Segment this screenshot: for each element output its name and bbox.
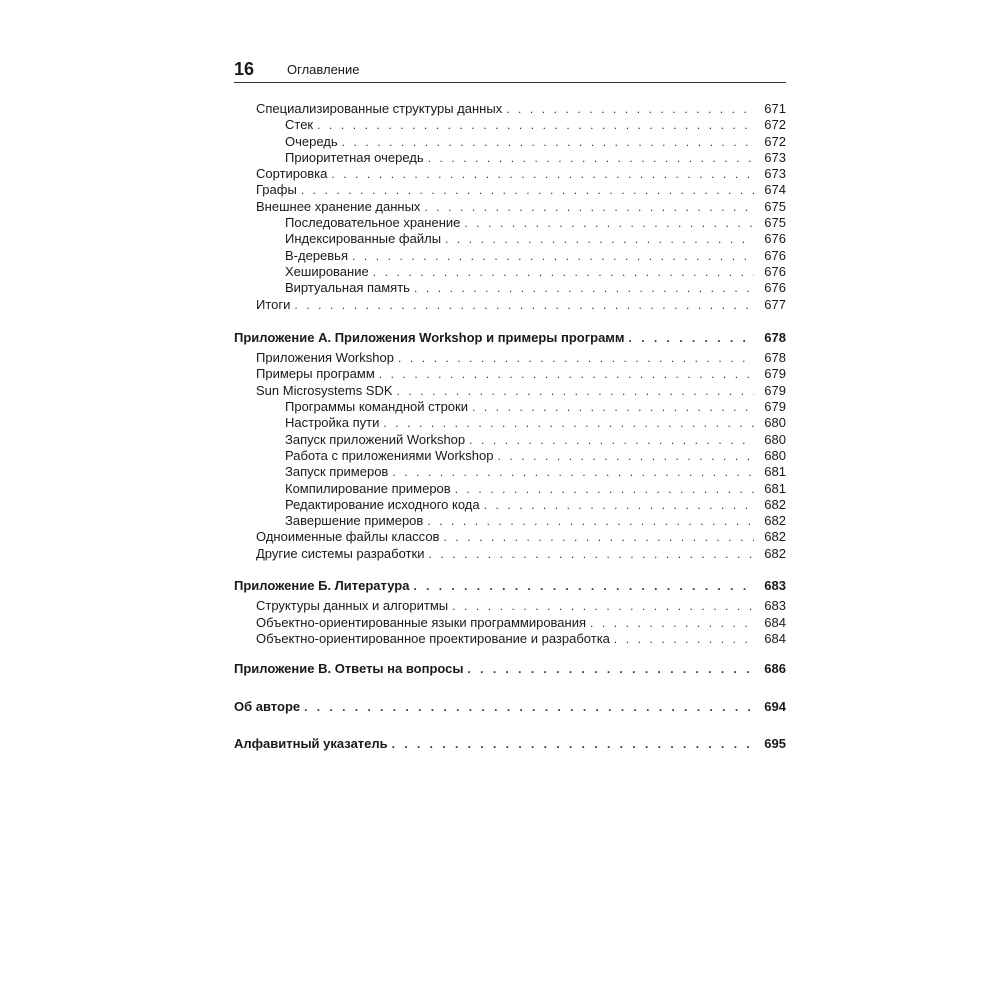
table-of-contents xyxy=(234,101,786,752)
toc-entry-label: Примеры программ xyxy=(256,366,375,382)
dot-leader xyxy=(379,366,754,382)
toc-entry[interactable] xyxy=(234,101,786,117)
toc-entry[interactable] xyxy=(234,399,786,415)
dot-leader xyxy=(452,598,754,614)
toc-chapter-entry[interactable] xyxy=(234,330,786,346)
toc-entry[interactable] xyxy=(234,598,786,614)
dot-leader xyxy=(428,546,754,562)
dot-leader xyxy=(484,497,754,513)
toc-entry-page: 680 xyxy=(764,447,786,463)
dot-leader xyxy=(331,166,754,182)
dot-leader xyxy=(397,383,754,399)
toc-entry[interactable] xyxy=(234,117,786,133)
dot-leader xyxy=(472,399,754,415)
running-head-title: Оглавление xyxy=(287,62,360,77)
toc-chapter-page: 694 xyxy=(764,698,786,714)
toc-entry[interactable] xyxy=(234,383,786,399)
toc-chapter-page: 695 xyxy=(764,735,786,751)
toc-entry-label: Графы xyxy=(256,182,297,198)
toc-entry-page: 679 xyxy=(764,366,786,382)
dot-leader xyxy=(506,101,754,117)
toc-entry-label: B-деревья xyxy=(285,247,348,263)
toc-entry[interactable] xyxy=(234,297,786,313)
toc-chapter-label: Приложение В. Ответы на вопросы xyxy=(234,661,464,677)
toc-entry[interactable] xyxy=(234,615,786,631)
dot-leader xyxy=(304,699,754,715)
dot-leader xyxy=(445,231,754,247)
toc-entry-page: 676 xyxy=(764,280,786,296)
toc-entry-page: 677 xyxy=(764,296,786,312)
toc-chapter-entry[interactable] xyxy=(234,578,786,594)
toc-entry-label: Компилирование примеров xyxy=(285,480,451,496)
toc-entry[interactable] xyxy=(234,631,786,647)
toc-entry-page: 680 xyxy=(764,415,786,431)
toc-entry-label: Приоритетная очередь xyxy=(285,149,424,165)
toc-entry[interactable] xyxy=(234,134,786,150)
toc-entry[interactable] xyxy=(234,464,786,480)
toc-entry-label: Приложения Workshop xyxy=(256,350,394,366)
toc-entry[interactable] xyxy=(234,264,786,280)
toc-entry-page: 671 xyxy=(764,101,786,116)
toc-entry-page: 675 xyxy=(764,215,786,231)
running-head xyxy=(234,58,786,83)
toc-entry-page: 675 xyxy=(764,198,786,214)
toc-entry-label: Очередь xyxy=(285,133,338,149)
toc-entry-page: 674 xyxy=(764,182,786,198)
toc-entry-page: 683 xyxy=(764,598,786,614)
toc-entry-label: Последовательное хранение xyxy=(285,215,461,231)
toc-chapter-entry[interactable] xyxy=(234,736,786,752)
toc-chapter-entry[interactable] xyxy=(234,699,786,715)
toc-entry-label: Запуск примеров xyxy=(285,464,389,480)
toc-entry-label: Редактирование исходного кода xyxy=(285,496,480,512)
dot-leader xyxy=(424,199,754,215)
toc-chapter-label: Об авторе xyxy=(234,698,301,714)
toc-entry[interactable] xyxy=(234,432,786,448)
toc-entry-label: Виртуальная память xyxy=(285,280,410,296)
toc-entry-page: 678 xyxy=(764,350,786,366)
dot-leader xyxy=(629,330,754,346)
dot-leader xyxy=(342,134,754,150)
toc-entry-page: 684 xyxy=(764,630,786,646)
toc-entry[interactable] xyxy=(234,150,786,166)
toc-entry-page: 676 xyxy=(764,247,786,263)
toc-entry-page: 679 xyxy=(764,399,786,415)
toc-entry-page: 682 xyxy=(764,513,786,529)
toc-entry[interactable] xyxy=(234,248,786,264)
toc-entry-label: Сортировка xyxy=(256,166,328,182)
dot-leader xyxy=(392,464,754,480)
toc-entry-label: Индексированные файлы xyxy=(285,231,442,247)
toc-entry-label: Внешнее хранение данных xyxy=(256,198,421,214)
toc-entry-page: 673 xyxy=(764,149,786,165)
dot-leader xyxy=(455,481,754,497)
toc-entry-label: Специализированные структуры данных xyxy=(256,101,503,116)
dot-leader xyxy=(352,248,754,264)
dot-leader xyxy=(468,661,755,677)
toc-chapter-label: Приложение А. Приложения Workshop и примеры программ xyxy=(234,329,625,345)
toc-entry-page: 681 xyxy=(764,480,786,496)
toc-entry[interactable] xyxy=(234,199,786,215)
dot-leader xyxy=(590,615,754,631)
toc-entry-label: Объектно-ориентированное проектирование и разработка xyxy=(256,630,610,646)
toc-entry[interactable] xyxy=(234,415,786,431)
dot-leader xyxy=(398,350,754,366)
toc-entry-page: 679 xyxy=(764,382,786,398)
toc-entry[interactable] xyxy=(234,350,786,366)
toc-entry-label: Итоги xyxy=(256,296,291,312)
dot-leader xyxy=(427,513,754,529)
toc-entry[interactable] xyxy=(234,546,786,562)
toc-entry[interactable] xyxy=(234,166,786,182)
toc-entry-page: 681 xyxy=(764,464,786,480)
toc-chapter-label: Алфавитный указатель xyxy=(234,735,388,751)
toc-entry[interactable] xyxy=(234,280,786,296)
dot-leader xyxy=(383,415,754,431)
toc-entry-label: Запуск приложений Workshop xyxy=(285,431,466,447)
toc-entry[interactable] xyxy=(234,481,786,497)
dot-leader xyxy=(614,631,754,647)
toc-entry-page: 676 xyxy=(764,231,786,247)
dot-leader xyxy=(317,117,754,133)
toc-chapter-page: 678 xyxy=(764,329,786,345)
toc-entry[interactable] xyxy=(234,497,786,513)
toc-entry-label: Стек xyxy=(285,117,314,133)
dot-leader xyxy=(392,736,754,752)
dot-leader xyxy=(373,264,754,280)
dot-leader xyxy=(443,529,754,545)
dot-leader xyxy=(428,150,754,166)
toc-entry[interactable] xyxy=(234,448,786,464)
dot-leader xyxy=(301,182,754,198)
page-number: 16 xyxy=(234,59,255,79)
toc-entry-page: 676 xyxy=(764,263,786,279)
toc-entry[interactable] xyxy=(234,231,786,247)
toc-chapter-page: 686 xyxy=(764,661,786,677)
toc-entry-label: Хеширование xyxy=(285,263,369,279)
toc-entry-label: Одноименные файлы классов xyxy=(256,529,440,545)
toc-entry[interactable] xyxy=(234,513,786,529)
toc-entry-page: 672 xyxy=(764,117,786,133)
toc-entry[interactable] xyxy=(234,215,786,231)
toc-entry-label: Sun Microsystems SDK xyxy=(256,382,393,398)
toc-entry-page: 680 xyxy=(764,431,786,447)
toc-entry[interactable] xyxy=(234,182,786,198)
dot-leader xyxy=(294,297,754,313)
dot-leader xyxy=(414,280,754,296)
toc-entry-page: 682 xyxy=(764,496,786,512)
toc-entry-page: 672 xyxy=(764,133,786,149)
toc-entry[interactable] xyxy=(234,529,786,545)
toc-entry-label: Структуры данных и алгоритмы xyxy=(256,598,449,614)
dot-leader xyxy=(464,215,754,231)
toc-entry-label: Программы командной строки xyxy=(285,399,468,415)
toc-entry[interactable] xyxy=(234,366,786,382)
toc-entry-label: Работа с приложениями Workshop xyxy=(285,447,494,463)
toc-entry-label: Завершение примеров xyxy=(285,513,424,529)
toc-entry-label: Другие системы разработки xyxy=(256,545,425,561)
dot-leader xyxy=(497,448,754,464)
toc-entry-page: 682 xyxy=(764,545,786,561)
toc-entry-page: 673 xyxy=(764,166,786,182)
toc-entry-label: Настройка пути xyxy=(285,415,380,431)
toc-chapter-page: 683 xyxy=(764,578,786,594)
toc-chapter-label: Приложение Б. Литература xyxy=(234,578,410,594)
dot-leader xyxy=(413,578,754,594)
toc-chapter-entry[interactable] xyxy=(234,661,786,677)
toc-entry-page: 682 xyxy=(764,529,786,545)
toc-entry-label: Объектно-ориентированные языки программирования xyxy=(256,614,587,630)
dot-leader xyxy=(469,432,754,448)
toc-entry-page: 684 xyxy=(764,614,786,630)
